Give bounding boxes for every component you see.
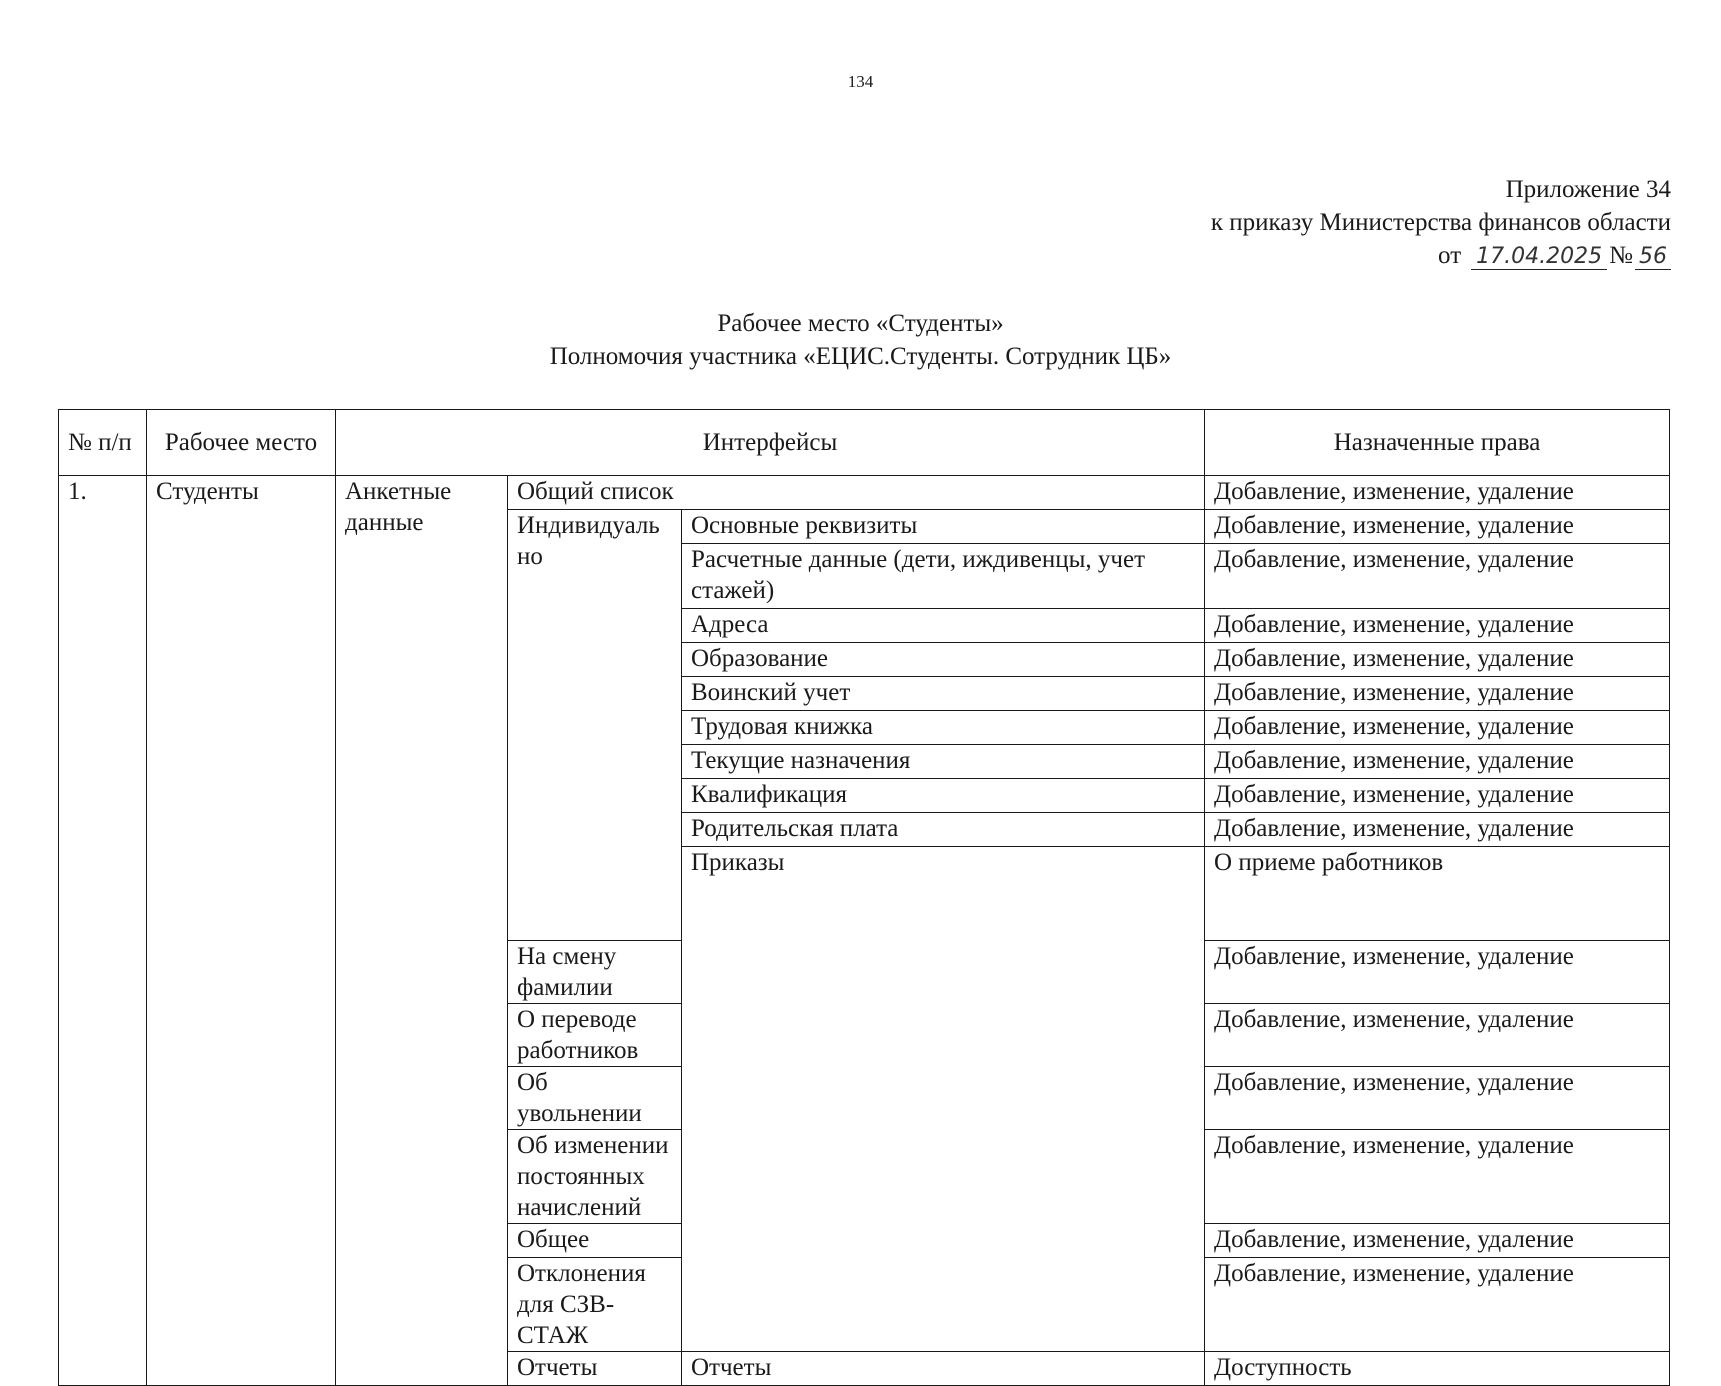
row-number: 1. [59,476,147,1386]
rights-cell: Добавление, изменение, удаление [1205,609,1670,643]
interface-cell: Отклонения для СЗВ-СТАЖ [508,1258,682,1352]
rights-cell: Добавление, изменение, удаление [1205,941,1670,1004]
interface-cell: Об увольнении [508,1067,682,1130]
heading-line-1: Рабочее место «Студенты» [717,310,1004,337]
rights-cell: Добавление, изменение, удаление [1205,1067,1670,1130]
header-interfaces: Интерфейсы [336,410,1205,476]
header-num: № п/п [59,410,147,476]
header-rights: Назначенные права [1205,410,1670,476]
rights-cell: Добавление, изменение, удаление [1205,643,1670,677]
from-label: от [1438,242,1462,269]
header-workplace: Рабочее место [147,410,336,476]
interface-cell: О приеме работников [1205,847,1670,941]
appendix-order: к приказу Министерства финансов области [1210,209,1671,236]
appendix-block [971,173,1671,272]
rights-cell: Добавление, изменение, удаление [1205,1258,1670,1352]
order-date: 17.04.2025 [1471,245,1607,270]
rights-cell: Добавление, изменение, удаление [1205,1130,1670,1224]
rights-cell: Добавление, изменение, удаление [1205,745,1670,779]
workplace-cell: Студенты [147,476,336,1386]
rights-cell: Добавление, изменение, удаление [1205,1004,1670,1067]
subgroup-reports: Отчеты [508,1352,682,1386]
subgroup-orders: Приказы [682,847,1205,1352]
rights-cell: Добавление, изменение, удаление [1205,677,1670,711]
interface-cell: Трудовая книжка [682,711,1205,745]
interface-cell: Отчеты [682,1352,1205,1386]
interface-cell: Родительская плата [682,813,1205,847]
rights-cell: Доступность [1205,1352,1670,1386]
order-number: 56 [1635,245,1671,270]
permissions-table [58,409,1670,1386]
page-number: 134 [847,72,874,91]
table-row [59,476,1670,510]
rights-cell: Добавление, изменение, удаление [1205,1224,1670,1258]
subgroup-individual: Индивидуально [508,510,682,941]
interface-cell: Квалификация [682,779,1205,813]
interface-cell: Об изменении постоянных начислений [508,1130,682,1224]
heading-line-2: Полномочия участника «ЕЦИС.Студенты. Сотрудник ЦБ» [549,343,1172,370]
interface-cell: Адреса [682,609,1205,643]
general-list-cell: Общий список [508,476,1205,510]
table-header-row [59,410,1670,476]
rights-cell: Добавление, изменение, удаление [1205,476,1670,510]
interface-cell: Воинский учет [682,677,1205,711]
group-cell: Анкетные данные [336,476,508,1386]
interface-cell: На смену фамилии [508,941,682,1004]
rights-cell: Добавление, изменение, удаление [1205,813,1670,847]
interface-cell: Образование [682,643,1205,677]
document-heading [0,307,1721,373]
interface-cell: Расчетные данные (дети, иждивенцы, учет стажей) [682,544,1205,609]
rights-cell: Добавление, изменение, удаление [1205,779,1670,813]
appendix-title: Приложение 34 [1505,176,1671,203]
appendix-date-line [1438,239,1671,272]
interface-cell: Общее [508,1224,682,1258]
interface-cell: О переводе работников [508,1004,682,1067]
rights-cell: Добавление, изменение, удаление [1205,510,1670,544]
interface-cell: Основные реквизиты [682,510,1205,544]
interface-cell: Текущие назначения [682,745,1205,779]
rights-cell: Добавление, изменение, удаление [1205,711,1670,745]
number-label: № [1609,242,1633,269]
rights-cell: Добавление, изменение, удаление [1205,544,1670,609]
